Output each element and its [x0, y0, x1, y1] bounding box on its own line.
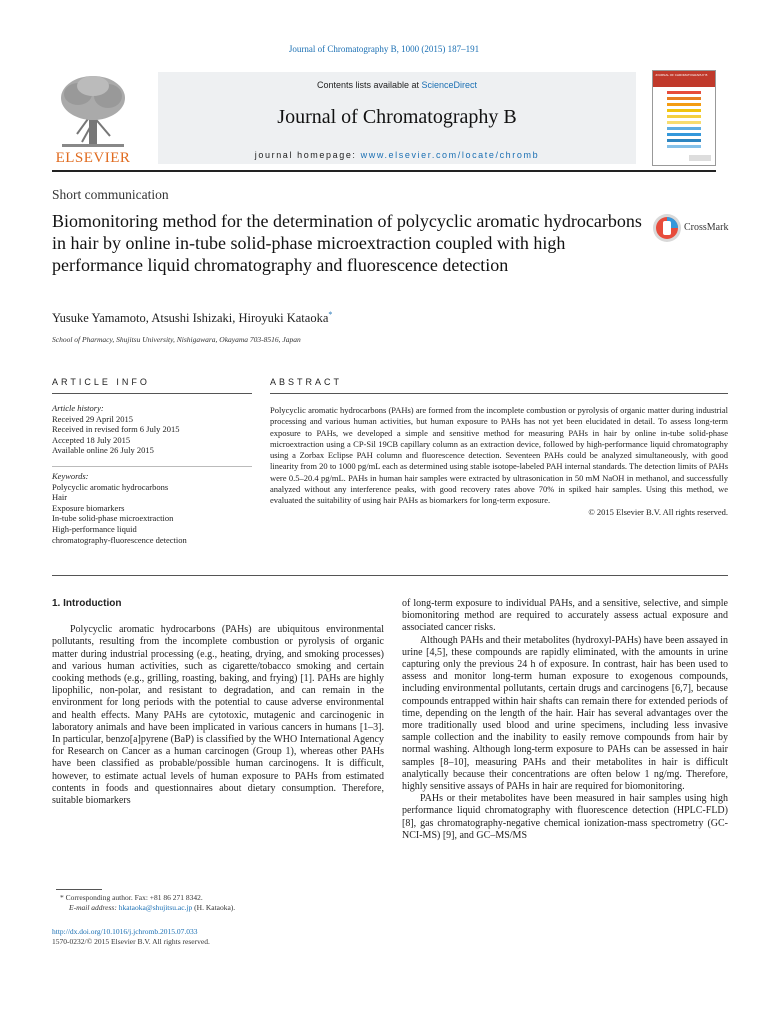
crossmark-label: CrossMark: [684, 222, 729, 233]
elsevier-wordmark: ELSEVIER: [55, 150, 131, 166]
sciencedirect-link[interactable]: ScienceDirect: [421, 80, 478, 90]
journal-reference[interactable]: Journal of Chromatography B, 1000 (2015) 187–191: [288, 44, 480, 54]
journal-cover-thumbnail[interactable]: [652, 70, 716, 166]
homepage-prefix: journal homepage:: [254, 150, 361, 160]
keyword: In-tube solid-phase microextraction: [52, 513, 174, 524]
article-info-rule: [52, 393, 252, 394]
article-history: [52, 403, 257, 456]
history-item: Received 29 April 2015: [52, 413, 133, 424]
keyword: chromatography-fluorescence detection: [52, 534, 187, 545]
homepage-link[interactable]: www.elsevier.com/locate/chromb: [360, 150, 540, 160]
abstract-rule: [270, 393, 728, 394]
article-info-heading: ARTICLE INFO: [52, 377, 150, 387]
keyword: High-performance liquid: [52, 523, 137, 534]
doi-block: [52, 927, 382, 947]
contents-line: [158, 80, 636, 90]
keyword: Hair: [52, 492, 68, 503]
right-column: [402, 598, 728, 842]
affiliation: School of Pharmacy, Shujitsu University, Nishigawara, Okayama 703-8516, Japan: [52, 335, 301, 344]
corresponding-note: * Corresponding author. Fax: +81 86 271 8342.: [60, 893, 203, 902]
history-item: Accepted 18 July 2015: [52, 434, 131, 445]
history-item: Received in revised form 6 July 2015: [52, 424, 180, 435]
crossmark-badge[interactable]: [652, 213, 732, 245]
abstract-bottom-rule: [52, 575, 728, 576]
keywords-label: Keywords:: [52, 471, 89, 481]
abstract-heading: ABSTRACT: [270, 377, 343, 387]
email-link[interactable]: hkataoka@shujitsu.ac.jp: [118, 903, 193, 912]
footnote-rule: [56, 889, 102, 890]
contents-prefix: Contents lists available at: [316, 80, 422, 90]
intro-paragraph: of long-term exposure to individual PAHs, and a sensitive, selective, and simple biomonitoring method are required to accurately assess actual exposure and associated cancer risks.: [402, 598, 728, 634]
keywords-rule: [52, 466, 252, 467]
cover-title: JOURNAL OF CHROMATOGRAPHY B: [653, 71, 715, 87]
journal-title: Journal of Chromatography B: [277, 106, 517, 128]
author-list: Yusuke Yamamoto, Atsushi Ishizaki, Hiroyuki Kataoka: [52, 311, 329, 326]
article-type: Short communication: [52, 187, 169, 202]
keywords: [52, 471, 257, 545]
intro-paragraph: Although PAHs and their metabolites (hydroxyl-PAHs) have been assayed in urine [4,5], these compounds are rapidly eliminated, with the amounts in urine capturing only the previous 24 h of exposure. In contrast, hair has been used to assess and monitor long-term human exposure to exogenous compounds, including environmental pollutants, certain drugs and carcinogens [6,7], because compounds entrapped within hair shafts can remain there for extended periods of time, depending on the length of the hair. Hair has several advantages over the more traditionally used blood and urine specimens, including less invasive sample collection and the inability to easily remove compounds from hair by normal washing. Although long-term exposure to PAHs can be assessed in hair samples [8–10], measuring PAHs and their metabolites in hair is difficult analytically because their concentrations are often below 1 ng/mg. Therefore, highly sensitive assays of PAHs in hair are required for biomonitoring.: [402, 634, 728, 793]
corresponding-mark[interactable]: *: [328, 310, 333, 319]
intro-paragraph: Polycyclic aromatic hydrocarbons (PAHs) are ubiquitous environmental pollutants, resulting from the incomplete combustion or pyrolysis of organic matter during industrial processing (e.g., heating, drying, and smoking processes) and various human activities, such as cigarette/tobacco smoking and certain cooking methods (e.g., grilling, roasting, baking, and frying) [1]. PAHs are highly lipophilic, non-polar, and resistant to degradation, and can remain in the environment for long periods with the potential to cause adverse environmental and health effects. Many PAHs are cytotoxic, mutagenic and carcinogenic in laboratory animals and have been implicated in various cancers in humans [1–3]. In particular, benzo[a]pyrene (BaP) is classified by the WHO International Agency for Research on Cancer as a human carcinogen (Group 1), whereas other PAHs have been classified as probable/possible human carcinogens. It is difficult, however, to estimate actual levels of human exposure to PAHs from estimated contents in foods and questionnaires about dietary consumption. Therefore, suitable biomarkers: [52, 624, 384, 807]
intro-paragraph: PAHs or their metabolites have been measured in hair samples using high performance liquid chromatography with fluorescence detection (HPLC-FLD) [8], gas chromatography-negative chemical ionization-mass spectrometry (GC-NCI-MS) [9], and GC–MS/MS: [402, 793, 728, 841]
journal-homepage: [158, 150, 636, 160]
left-column: [52, 598, 384, 807]
abstract-text: Polycyclic aromatic hydrocarbons (PAHs) are formed from the incomplete combustion or pyrolysis of organic matter during industrial processing and various human activities, but human exposure to PAHs has not yet been elucidated in detail. To assess long-term exposure to PAHs, we developed a simple and sensitive method for measuring PAHs in hair by online in-tube solid-phase microextraction using a CP-Sil 19CB capillary column as an extraction device, followed by high-performance liquid chromatography using a Zorbax Eclipse PAH column and fluorescence detection. Seventeen PAHs could be analyzed simultaneously, with good linearity from 20 to 1000 pg/mL each as determined using stable isotope-labeled PAH internal standards. The detection limits of PAHs were 0.5–20.4 pg/mL. PAHs in human hair samples were extracted by ultrasonication in 50 mM NaOH in methanol, and successfully analyzed without any interference peaks, with good recovery rates above 70% in spiked hair samples. Using this method, we evaluated the suitability of using hair PAHs as biomarkers for long-term exposure.: [270, 405, 728, 506]
article-title: Biomonitoring method for the determination of polycyclic aromatic hydrocarbons in hair by online in-tube solid-phase microextraction coupled with high performance liquid chromatography and fluorescence detection: [52, 211, 642, 275]
history-label: Article history:: [52, 403, 104, 413]
issn-line: 1570-0232/© 2015 Elsevier B.V. All rights reserved.: [52, 937, 210, 946]
crossmark-icon: [652, 213, 682, 243]
email-label: E-mail address:: [69, 903, 119, 912]
abstract-body: [270, 405, 728, 518]
history-item: Available online 26 July 2015: [52, 445, 154, 456]
abstract-copyright: © 2015 Elsevier B.V. All rights reserved.: [588, 506, 728, 517]
email-suffix: (H. Kataoka).: [192, 903, 236, 912]
header-rule: [52, 170, 716, 172]
keyword: Exposure biomarkers: [52, 502, 125, 513]
footnote: [60, 893, 380, 913]
keyword: Polycyclic aromatic hydrocarbons: [52, 481, 169, 492]
section-heading-introduction: 1. Introduction: [52, 598, 122, 609]
authors: [52, 310, 332, 326]
doi-link[interactable]: http://dx.doi.org/10.1016/j.jchromb.2015.07.033: [52, 927, 198, 936]
